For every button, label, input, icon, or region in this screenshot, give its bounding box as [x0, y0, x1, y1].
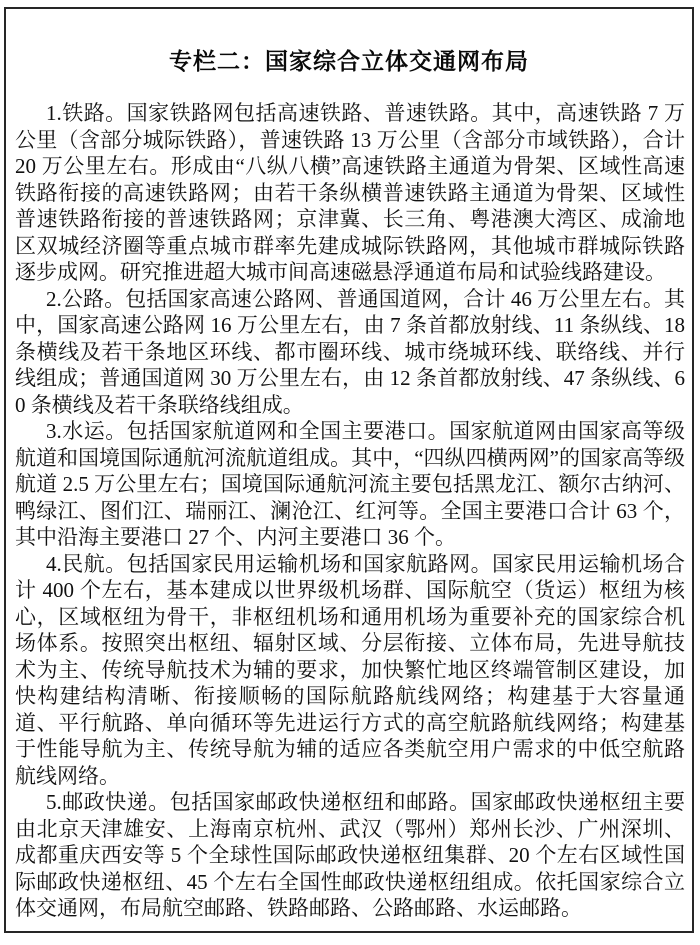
page-title: 专栏二：国家综合立体交通网布局	[169, 48, 529, 74]
paragraph-postal-express: 5.邮政快递。包括国家邮政快递枢纽和邮路。国家邮政快递枢纽主要由北京天津雄安、上海南京杭州、武汉（鄂州）郑州长沙、广州深圳、成都重庆西安等 5 个全球性国际邮政快递枢纽集群、20 个左右区域性国际邮政快递枢纽、45 个左右全国性邮政快递枢纽组成。依托国家综合立体交通网，布局航空邮路、铁路邮路、公路邮路、水运邮路。	[15, 790, 685, 920]
document-frame	[4, 7, 694, 933]
paragraph-highway: 2.公路。包括国家高速公路网、普通国道网，合计 46 万公里左右。其中，国家高速公路网 16 万公里左右，由 7 条首都放射线、11 条纵线、18 条横线及若干条地区环线、都市圈环线、城市绕城环线、联络线、并行线组成；普通国道网 30 万公里左右，由 12 条首都放射线、47 条纵线、60 条横线及若干条联络线组成。	[15, 286, 685, 417]
paragraph-waterway: 3.水运。包括国家航道网和全国主要港口。国家航道网由国家高等级航道和国境国际通航河流航道组成。其中，“四纵四横两网”的国家高等级航道 2.5 万公里左右；国境国际通航河流主要包括黑龙江、额尔古纳河、鸭绿江、图们江、瑞丽江、澜沧江、红河等。全国主要港口合计 63 个，其中沿海主要港口 27 个、内河主要港口 36 个。	[15, 419, 685, 549]
paragraph-civil-aviation: 4.民航。包括国家民用运输机场和国家航路网。国家民用运输机场合计 400 个左右，基本建成以世界级机场群、国际航空（货运）枢纽为核心，区域枢纽为骨干，非枢纽机场和通用机场为重要补充的国家综合机场体系。按照突出枢纽、辐射区域、分层衔接、立体布局，先进导航技术为主、传统导航技术为辅的要求，加快繁忙地区终端管制区建设，加快构建结构清晰、衔接顺畅的国际航路航线网络；构建基于大容量通道、平行航路、单向循环等先进运行方式的高空航路航线网络；构建基于性能导航为主、传统导航为辅的适应各类航空用户需求的中低空航路航线网络。	[15, 551, 685, 788]
document-body	[15, 100, 685, 922]
paragraph-railway: 1.铁路。国家铁路网包括高速铁路、普速铁路。其中，高速铁路 7 万公里（含部分城际铁路），普速铁路 13 万公里（含部分市域铁路），合计 20 万公里左右。形成由“八纵八横”高速铁路主通道为骨架、区域性高速铁路衔接的高速铁路网；由若干条纵横普速铁路主通道为骨架、区域性普速铁路衔接的普速铁路网；京津冀、长三角、粤港澳大湾区、成渝地区双城经济圈等重点城市群率先建成城际铁路网，其他城市群城际铁路逐步成网。研究推进超大城市间高速磁悬浮通道布局和试验线路建设。	[15, 101, 685, 284]
